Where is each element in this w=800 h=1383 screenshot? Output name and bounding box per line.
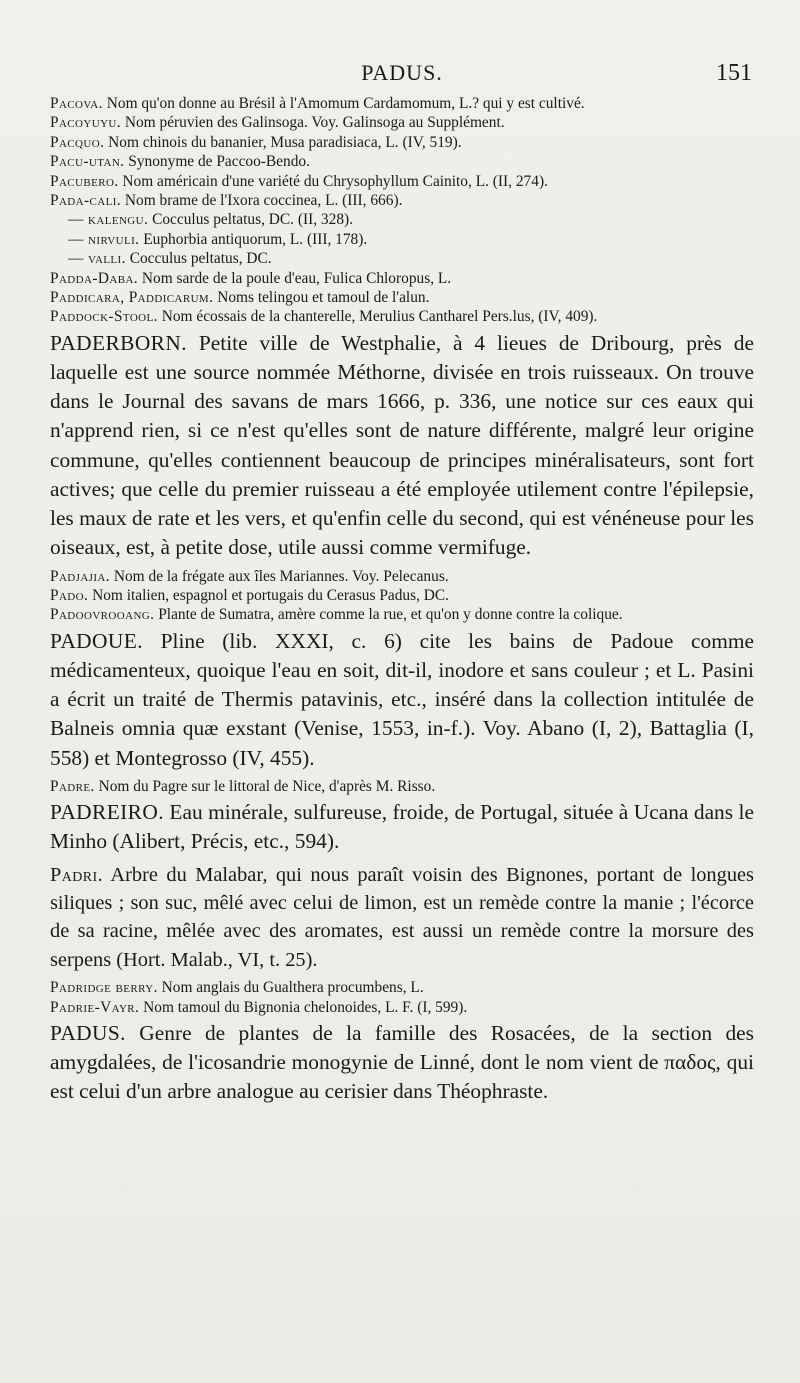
entry-headword: Pacova. bbox=[50, 95, 103, 112]
entry-headword: Pacu-utan. bbox=[50, 153, 125, 171]
entry-headword: PADOUE. bbox=[50, 628, 143, 653]
entry-text: Cocculus peltatus, DC. (II, 328). bbox=[148, 211, 353, 229]
entry-text: Synonyme de Paccoo-Bendo. bbox=[124, 153, 310, 171]
entry-headword: Paddock-Stool. bbox=[50, 308, 158, 326]
entry-headword: Pacquo. bbox=[50, 133, 105, 151]
entry-text: Genre de plantes de la famille des Rosacées, de la section des amygdalées, de l'icosandrie monogynie de Linné, dont le nom vient de παδος, qui est celui d'un arbre analogue au cerisier dans Théophraste. bbox=[50, 1020, 754, 1104]
entry-headword: Padjajia. bbox=[50, 567, 111, 585]
dictionary-entry bbox=[50, 288, 754, 307]
running-head bbox=[50, 56, 754, 90]
entry-headword: Padrie-Vayr. bbox=[50, 998, 140, 1016]
dictionary-entry bbox=[50, 586, 754, 605]
dictionary-entry bbox=[50, 191, 754, 210]
entry-headword: Padri. bbox=[50, 863, 104, 886]
entry-text: Nom tamoul du Bignonia chelonoides, L. F. (I, 599). bbox=[139, 998, 468, 1016]
entry-headword: Pada-cali. bbox=[50, 192, 122, 210]
entry-text: Pline (lib. XXXI, c. 6) cite les bains de Padoue comme médicamenteux, quoique l'eau en soit, dit-il, inodore et sans couleur ; et L. Pasini a écrit un traité de Thermis patavinis, etc., inséré dans la collection intitulée de Balneis omnia quæ exstant (Venise, 1553, in-f.). Voy. Abano (I, 2), Battaglia (I, 558) et Montegrosso (IV, 455). bbox=[50, 628, 754, 770]
entry-text: Nom qu'on donne au Brésil à l'Amomum Cardamomum, L.? qui y est cultivé. bbox=[102, 95, 585, 112]
entry-headword: Padoovrooang. bbox=[50, 606, 155, 624]
dictionary-entry bbox=[50, 777, 754, 796]
dictionary-entry bbox=[50, 627, 754, 773]
dictionary-entry bbox=[50, 567, 754, 586]
entry-text: Cocculus peltatus, DC. bbox=[125, 250, 272, 268]
dictionary-entry bbox=[50, 210, 754, 229]
dictionary-entry bbox=[50, 861, 754, 975]
dictionary-entry bbox=[50, 798, 754, 856]
entry-text: Nom italien, espagnol et portugais du Cerasus Padus, DC. bbox=[88, 586, 450, 604]
entry-headword: Pado. bbox=[50, 586, 89, 604]
dictionary-entry bbox=[50, 94, 754, 113]
dictionary-entry bbox=[50, 152, 754, 171]
entry-text: Nom sarde de la poule d'eau, Fulica Chloropus, L. bbox=[138, 269, 452, 287]
dictionary-entry bbox=[50, 1019, 754, 1107]
entry-text: Nom de la frégate aux îles Mariannes. Voy. Pelecanus. bbox=[110, 567, 449, 585]
dictionary-entry bbox=[50, 978, 754, 997]
entry-text: Nom américain d'une variété du Chrysophyllum Cainito, L. (II, 274). bbox=[118, 172, 548, 190]
dictionary-entry bbox=[50, 230, 754, 249]
entry-headword: Padridge berry. bbox=[50, 979, 158, 997]
dictionary-entry bbox=[50, 998, 754, 1017]
entry-headword: PADUS. bbox=[50, 1020, 126, 1045]
entry-headword: Padre. bbox=[50, 777, 95, 795]
entry-text: Nom chinois du bananier, Musa paradisiaca, L. (IV, 519). bbox=[104, 133, 462, 151]
dictionary-entry bbox=[50, 269, 754, 288]
dictionary-entry bbox=[50, 172, 754, 191]
dictionary-entry bbox=[50, 113, 754, 132]
entry-headword: — valli. bbox=[68, 250, 126, 268]
entry-headword: PADERBORN. bbox=[50, 330, 187, 355]
entry-text: Eau minérale, sulfureuse, froide, de Portugal, située à Ucana dans le Minho (Alibert, Précis, etc., 594). bbox=[50, 800, 754, 854]
entry-headword: — kalengu. bbox=[68, 211, 149, 229]
entry-headword: PADREIRO. bbox=[50, 800, 164, 825]
entry-headword: Pacoyuyu. bbox=[50, 114, 122, 132]
entry-text: Nom du Pagre sur le littoral de Nice, d'après M. Risso. bbox=[94, 777, 436, 795]
entry-text: Nom péruvien des Galinsoga. Voy. Galinsoga au Supplément. bbox=[121, 114, 505, 132]
entry-text: Plante de Sumatra, amère comme la rue, et qu'on y donne contre la colique. bbox=[154, 606, 623, 624]
entry-text: Noms telingou et tamoul de l'alun. bbox=[213, 289, 430, 307]
dictionary-entries bbox=[50, 94, 754, 1107]
running-title: PADUS. bbox=[361, 60, 443, 85]
entry-text: Nom écossais de la chanterelle, Merulius Cantharel Pers.lus, (IV, 409). bbox=[157, 308, 598, 326]
entry-text: Euphorbia antiquorum, L. (III, 178). bbox=[139, 230, 368, 248]
entry-headword: Pacubero. bbox=[50, 172, 119, 190]
page-number: 151 bbox=[716, 60, 752, 86]
entry-text: Arbre du Malabar, qui nous paraît voisin des Bignones, portant de longues siliques ; son suc, mêlé avec celui de limon, est un remède contre la manie ; l'écorce de sa racine, mêlée avec des aromates, est aussi un remède contre la morsure des serpens (Hort. Malab., VI, t. 25). bbox=[50, 863, 754, 971]
entry-text: Nom brame de l'Ixora coccinea, L. (III, 666). bbox=[121, 192, 403, 210]
dictionary-entry bbox=[50, 133, 754, 152]
entry-headword: Paddicara, Paddicarum. bbox=[50, 289, 214, 307]
entry-text: Nom anglais du Gualthera procumbens, L. bbox=[157, 979, 424, 997]
dictionary-entry bbox=[50, 605, 754, 624]
dictionary-entry bbox=[50, 329, 754, 563]
entry-headword: — nirvuli. bbox=[68, 230, 140, 248]
dictionary-entry bbox=[50, 307, 754, 326]
entry-headword: Padda-Daba. bbox=[50, 269, 139, 287]
dictionary-entry bbox=[50, 249, 754, 268]
entry-text: Petite ville de Westphalie, à 4 lieues de Dribourg, près de laquelle est une source nommée Méthorne, divisée en trois ruisseaux. On trouve dans le Journal des savans de mars 1666, p. 336, une notice sur ces eaux qui n'apprend rien, si ce n'est qu'elles sont de nature différente, malgré leur origine commune, qu'elles contiennent beaucoup de principes minéralisateurs, sont fort actives; que celle du premier ruisseau a été employée utilement contre l'épilepsie, les maux de rate et les vers, et qu'enfin celle du second, qui est vénéneuse pour les oiseaux, est, à petite dose, utile aussi comme vermifuge. bbox=[50, 330, 754, 560]
